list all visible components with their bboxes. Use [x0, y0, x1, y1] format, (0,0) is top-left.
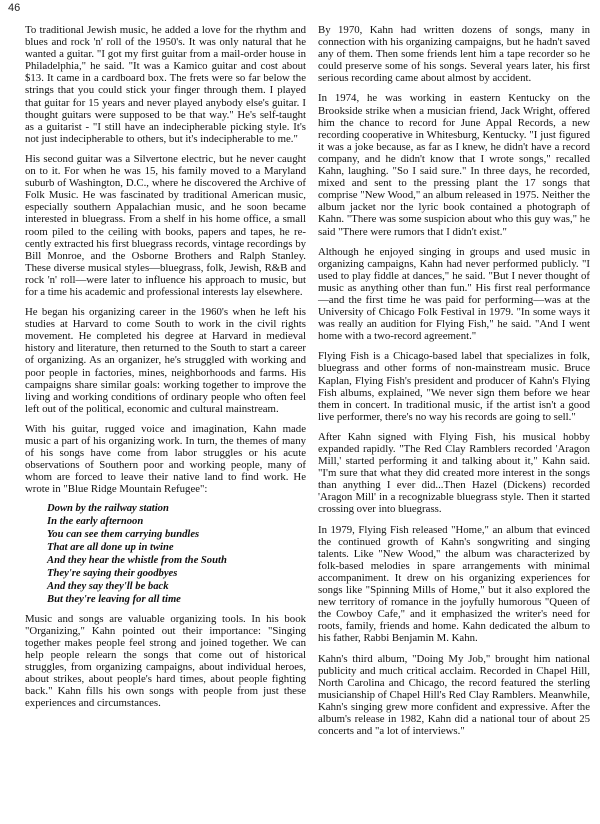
- left-column: [25, 24, 306, 709]
- paragraph: In 1974, he was working in eastern Kentucky on the Brookside strike when a musician friend, Jack Wright, offered him the chance to record for June Appal Records, a new recording cooperative in Whitesburg, Kentucky. "I just figured it was a joke because, as far as I knew, he didn't have a record company, and he didn't know that I wrote songs," recalled Kahn, laughing. "So I said sure." In three days, he recorded, mixed and sent to the pressing plant the 17 songs that comprise "New Wood," an album released in 1975. Neither the album jacket nor the lyric book contained a photograph of Kahn. "There was some suspicion about who this guy was," he said "There were rumors that I didn't exist.": [318, 92, 590, 238]
- paragraph: Music and songs are valuable organizing tools. In his book "Organizing," Kahn pointed out their importance: "Singing together makes people feel strong and joined together. We can help people relearn the songs that come out of historical struggles, from organizing campaigns, about individual heroes, about strikes, about people's hard times, about people fighting back." Kahn fills his own songs with people from just these experiences and circumstances.: [25, 612, 306, 710]
- lyric-line: Down by the railway station: [47, 503, 169, 515]
- paragraph: Although he enjoyed singing in groups and used music in organizing campaigns, Kahn had never performed publicly. "I used to play fiddle at dances," he said. "But I never thought of music as anything other than fun." His first real performance—and the first time he was paid for performing—was at the University of Chicago Folk Festival in 1979. "In some ways it was really an audition for Flying Fish," he said. "And I went home with a two-record agreement.": [318, 245, 590, 343]
- paragraph: With his guitar, rugged voice and imagination, Kahn made music a part of his organizing work. In turn, the themes of many of his songs have come from labor struggles or his acute observations of Southern poor and working people, many of whom are forced to leave their native land to find work. He wrote in "Blue Ridge Mountain Refugee":: [25, 422, 306, 496]
- paragraph: Flying Fish is a Chicago-based label that specializes in folk, bluegrass and other forms of non-mainstream music. Bruce Kaplan, Flying Fish's president and producer of Kahn's Flying Fish albums, explained, "We never sign them before we hear them in concert. In traditional music, if the artist isn't a good live performer, there's no way his records are going to sell.": [318, 350, 590, 423]
- song-lyrics: [47, 503, 306, 606]
- paragraph: To traditional Jewish music, he added a love for the rhythm and blues and rock 'n' roll of the 1950's. It was only natural that he wanted a guitar. "I got my first guitar from a mail-order house in Philadelphia," he said. "It was a Kamico guitar and cost about $13. It came in a cardboard box. The frets were so far below the strings that you could stick your finger through them. I played that guitar for 15 years and never played anybody else's guitar. I thought guitars were supposed to be that way." He's self-taught as a guitarist - "I still have an indecipherable picking style. It's not just indecipherable to others, but it's indecipherable to me.": [25, 24, 306, 145]
- paragraph: In 1979, Flying Fish released "Home," an album that evinced the continued growth of Kahn's songwriting and singing talents. Like "New Wood," the album was characterized by folk-based melodies in spare arrangements with minimal accompaniment. It drew on his organizing experiences for songs like "Spinning Mills of Home," but it also explored the new territory of romance in the joyfully humorous "Queen of the Cowboy Cafe," and it emphasized the writer's need for roots, family, friends and home. Kahn dedicated the album to his father, Rabbi Benjamin M. Kahn.: [318, 523, 590, 645]
- lyric-line: In the early afternoon: [47, 516, 144, 528]
- lyric-line: But they're leaving for all time: [47, 593, 181, 605]
- paragraph: By 1970, Kahn had written dozens of songs, many in connection with his organizing campaigns, but he hadn't saved any of them. Then some friends lent him a tape recorder so he could preserve some of his songs. Several years later, his first serious recording came about almost by accident.: [318, 24, 590, 85]
- page-number: 46: [8, 2, 21, 14]
- lyric-line: That are all done up in twine: [47, 542, 174, 554]
- lyric-line: They're saying their goodbyes: [47, 568, 178, 579]
- lyric-line: You can see them carrying bundles: [47, 529, 200, 541]
- paragraph: He began his organizing career in the 1960's when he left his studies at Harvard to come South to work in the civil rights movement. He completed his degree at Harvard in medieval history and literature, then returned to the South to start a career of organizing. As an organizer, he's struggled with working and poor people in factories, mines, neighborhoods and farms. His campaigns share similar goals: working together to improve the living and working conditions of ordinary people who often feel left out of the political, economic and cultural mainstream.: [25, 306, 306, 415]
- lyric-line: And they hear the whistle from the South: [47, 555, 227, 567]
- paragraph: After Kahn signed with Flying Fish, his musical hobby expanded rapidly. "The Red Clay Ramblers recorded 'Aragon Mill,' started performing it and talking about it," Kahn said. "I'm sure that what they did created more interest in the songs than anything I ever did...Then Hazel (Dickens) recorded 'Aragon Mill' in a recognizable bluegrass style. Then it started crossing over into bluegrass.: [318, 430, 590, 516]
- paragraph: His second guitar was a Silvertone electric, but he never caught on to it. For when he was 15, his family moved to a Maryland suburb of Washington, D.C., where he discovered the Archive of Folk Music. He was fascinated by traditional American music, especially southern Appalachian music, and he soon became interested in bluegrass. From a shelf in his home office, a small room piled to the ceiling with books, papers and tapes, he recently extracted his first bluegrass records, vintage recordings by Bill Monroe, and the Osborne Brothers and Ralph Stanley. These diverse musical styles—bluegrass, folk, Jewish, R&B and rock 'n' roll—were later to influence his approach to music, but for a time his academic and professional interests lay elsewhere.: [25, 152, 306, 298]
- lyric-line: And they say they'll be back: [47, 580, 169, 592]
- right-column: [318, 24, 590, 737]
- paragraph: Kahn's third album, "Doing My Job," brought him national publicity and much critical acclaim. Recorded in Chapel Hill, North Carolina and Chicago, the record featured the sterling musicianship of Chapel Hill's Red Clay Ramblers. Meanwhile, Kahn's singing grew more confident and expressive. After the album's release in 1982, Kahn did a national tour of about 25 concerts and "a lot of interviews.": [318, 652, 590, 738]
